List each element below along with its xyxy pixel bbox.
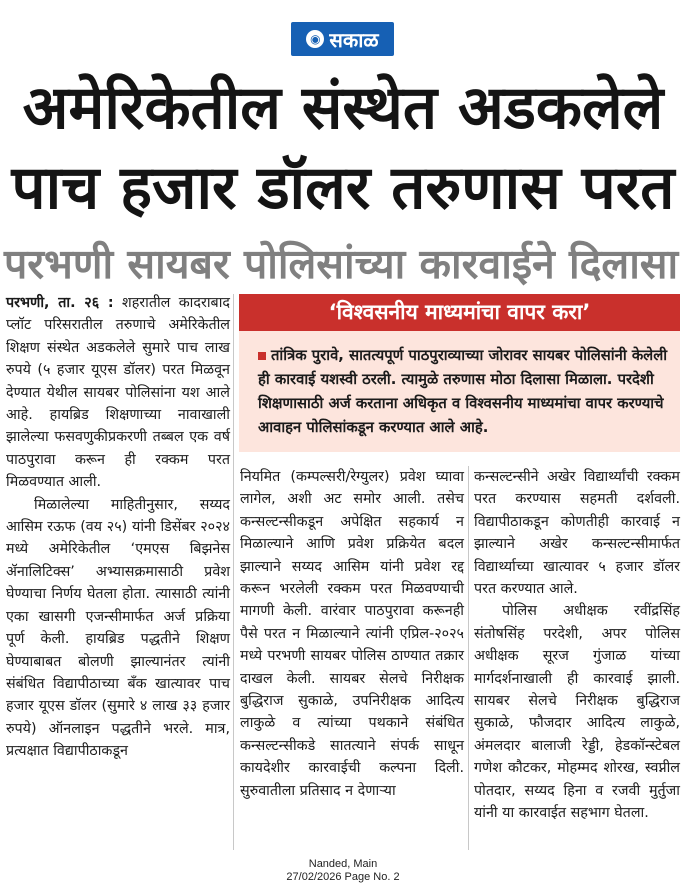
footer-date-page: 27/02/2026 Page No. 2 <box>286 871 400 883</box>
highlight-box-text <box>258 344 672 440</box>
article-text: शहरातील कादराबाद प्लॉट परिसरातील तरुणाचे अमेरिकेतील शिक्षण संस्थेत अडकलेले सुमारे पाच लाख रुपये (५ हजार यूएस डॉलर) परत मिळवून देण्यात येथील सायबर पोलिसांना यश आले आहे. हायब्रिड शिक्षणाच्या नावाखाली झालेल्या फसवणुकीप्रकरणी तब्बल एक वर्ष पाठपुरावा करून ही रक्कम परत मिळवण्यात आली. <box>6 295 230 491</box>
column-divider <box>468 466 469 850</box>
article-paragraph: मिळालेल्या माहितीनुसार, सय्यद आसिम रऊफ (वय २५) यांनी डिसेंबर २०२४ मध्ये अमेरिकेतील ‘एमएस बिझनेस ॲनालिटिक्स’ अभ्यासक्रमासाठी प्रवेश घेण्याचा निर्णय घेतला होता. त्यासाठी त्यांनी एका खासगी एजन्सीमार्फत अर्ज प्रक्रिया पूर्ण केली. हायब्रिड पद्धतीने शिक्षण घेण्याबाबत बोलणी झाल्यानंतर त्यांनी संबंधित विद्यापीठाच्या बँक खात्यावर पाच हजार यूएस डॉलर (सुमारे ४ लाख ३३ हजार रुपये) ऑनलाइन पद्धतीने भरले. मात्र, प्रत्यक्षात विद्यापीठाकडून <box>6 496 230 760</box>
bullet-square-icon <box>258 352 266 360</box>
column-divider <box>233 294 234 850</box>
headline-line-1: अमेरिकेतील संस्थेत अडकलेले <box>22 73 664 143</box>
article-paragraph <box>6 292 230 494</box>
article-column-2 <box>240 466 464 802</box>
headline-line-2: पाच हजार डॉलर तरुणास परत <box>11 153 675 223</box>
logo-mark-icon: ◉ <box>306 30 324 48</box>
footer-edition: Nanded, Main <box>308 858 378 870</box>
logo-text: सकाळ <box>329 27 379 52</box>
masthead-logo <box>291 22 394 56</box>
article-column-1 <box>6 292 230 763</box>
subheadline: परभणी सायबर पोलिसांच्या कारवाईने दिलासा <box>4 240 679 288</box>
highlight-box-title: ‘विश्वसनीय माध्यमांचा वापर करा’ <box>239 294 680 331</box>
article-paragraph: नियमित (कम्पल्सरी/रेग्युलर) प्रवेश घ्यावा लागेल, अशी अट समोर आली. तसेच कन्सल्टन्सीकडून अपेक्षित सहकार्य न मिळाल्याने आणि प्रवेश प्रक्रियेत बदल झाल्याने सय्यद आसिम यांनी प्रवेश रद्द करून भरलेली रक्कम परत मिळवण्याची मागणी केली. वारंवार पाठपुरावा करूनही पैसे परत न मिळाल्याने त्यांनी एप्रिल-२०२५ मध्ये परभणी सायबर पोलिस ठाण्यात तक्रार दाखल केली. सायबर सेलचे निरीक्षक बुद्धिराज सुकाळे, उपनिरीक्षक आदित्य लाकुळे व त्यांच्या पथकाने संबंधित कन्सल्टन्सीकडे सातत्याने संपर्क साधून कायदेशीर कारवाईची कल्पना दिली. सुरुवातीला प्रतिसाद न देणाऱ्या <box>240 469 464 799</box>
dateline: परभणी, ता. २६ : <box>6 295 114 311</box>
article-paragraph: कन्सल्टन्सीने अखेर विद्यार्थ्यांची रक्कम परत करण्यास सहमती दर्शवली. विद्यापीठाकडून कोणतीही कारवाई न झाल्याने अखेर कन्सल्टन्सीमार्फत विद्यार्थ्याच्या खात्यावर ५ हजार डॉलर परत करण्यात आले. <box>474 469 680 598</box>
article-paragraph: पोलिस अधीक्षक रवींद्रसिंह संतोषसिंह परदेशी, अपर पोलिस अधीक्षक सूरज गुंजाळ यांच्या मार्गदर्शनाखाली ही कारवाई झाली. सायबर सेलचे निरीक्षक बुद्धिराज सुकाळे, फौजदार आदित्य लाकुळे, अंमलदार बालाजी रेड्डी, हेडकॉन्स्टेबल गणेश कौटकर, मोहम्मद शोरख, स्वप्नील पोतदार, सय्यद हिना व रजवी मुर्तुजा यांनी या कारवाईत सहभाग घेतला. <box>474 603 680 822</box>
highlight-box-body: तांत्रिक पुरावे, सातत्यपूर्ण पाठपुराव्याच्या जोरावर सायबर पोलिसांनी केलेली ही कारवाई यशस्वी ठरली. त्यामुळे तरुणास मोठा दिलासा मिळाला. परदेशी शिक्षणासाठी अर्ज करताना अधिकृत व विश्वसनीय माध्यमांचा वापर करण्याचे आवाहन पोलिसांकडून करण्यात आले आहे. <box>258 347 668 436</box>
article-column-3 <box>474 466 680 825</box>
